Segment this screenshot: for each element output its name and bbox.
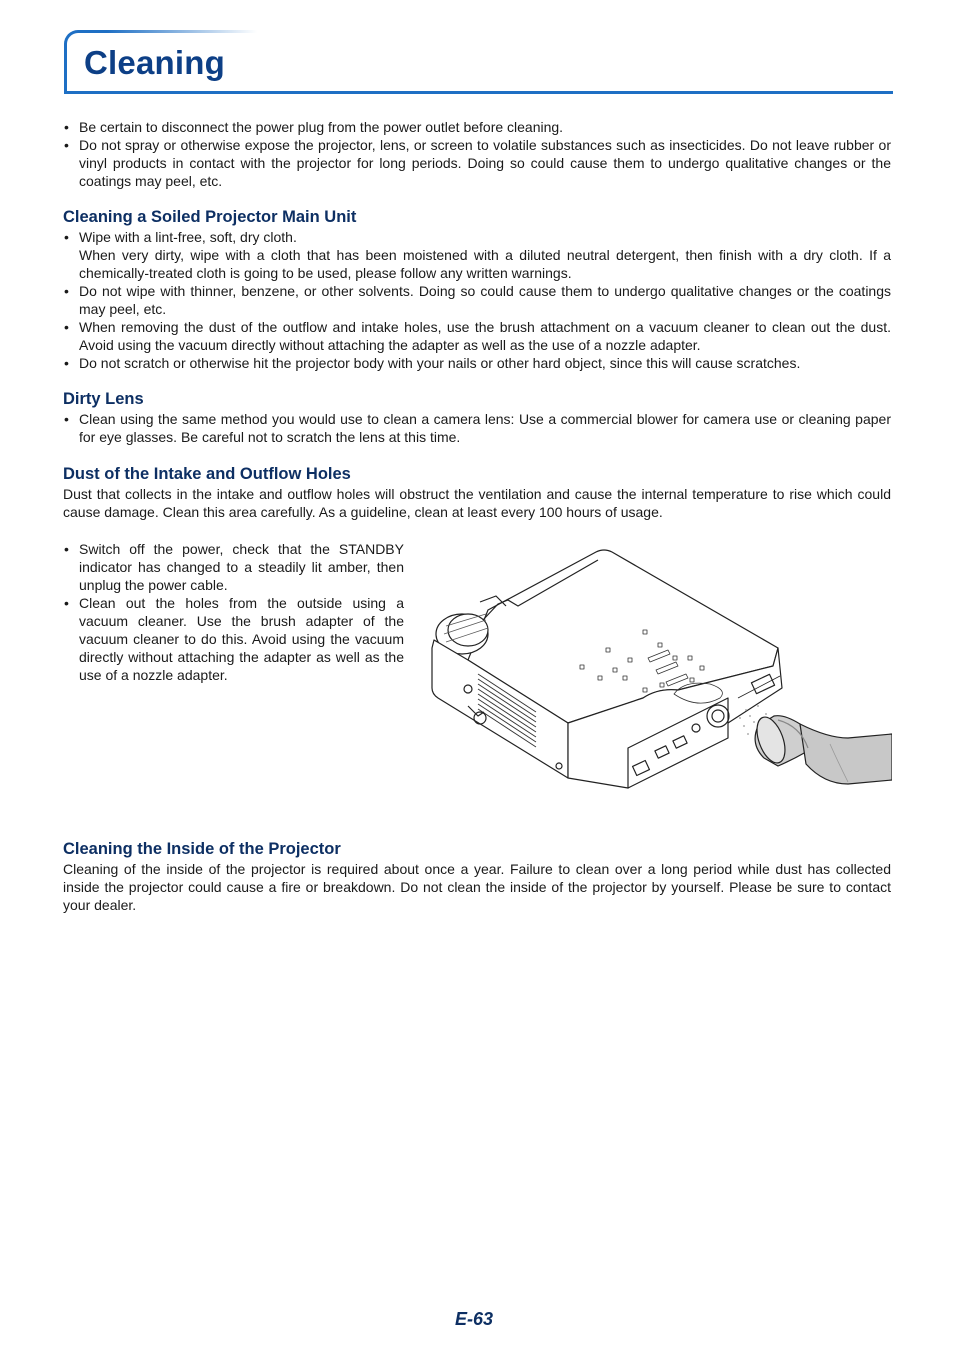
inside-section <box>63 839 891 914</box>
holes-steps <box>63 540 404 684</box>
projector-vacuum-illustration <box>428 548 892 800</box>
inside-heading: Cleaning the Inside of the Projector <box>63 840 341 858</box>
intro-section <box>63 118 891 190</box>
projector-drawing <box>428 548 892 800</box>
title-frame-mask <box>257 27 893 35</box>
holes-bullet-2: • Clean out the holes from the outside using a vacuum cleaner. Use the brush adapter of the vacuum cleaner to do this. Avoid using the vacuum directly without attaching the adapter as well as the use of a nozzle adapter. <box>63 594 404 684</box>
holes-body: Dust that collects in the intake and outflow holes will obstruct the ventilation and cause the internal temperature to rise which could cause damage. Clean this area carefully. As a guideline, clean at least every 100 hours of usage. <box>63 486 891 520</box>
lens-heading: Dirty Lens <box>63 390 144 408</box>
lens-section <box>63 389 891 446</box>
title-frame-fade <box>107 30 257 33</box>
main-unit-bullet-1-line-2: When very dirty, wipe with a cloth that has been moistened with a diluted neutral detergent, then finish with a dry cloth. If a chemically-treated cloth is going to be used, please follow any written warnings. <box>79 247 891 281</box>
main-unit-bullet-4: • Do not scratch or otherwise hit the projector body with your nails or other hard object, since this will cause scratches. <box>63 354 891 372</box>
holes-section <box>63 464 891 521</box>
main-unit-heading: Cleaning a Soiled Projector Main Unit <box>63 208 357 226</box>
page-title: Cleaning <box>84 44 225 81</box>
intro-bullet-2: • Do not spray or otherwise expose the projector, lens, or screen to volatile substances such as insecticides. Do not leave rubber or vinyl products in contact with the projector for long periods. Doing so could cause them to undergo qualitative changes or the coatings may peel, etc. <box>63 136 891 190</box>
main-unit-bullet-3: • When removing the dust of the outflow and intake holes, use the brush attachment on a vacuum cleaner to clean out the dust. Avoid using the vacuum directly without attaching the adapter as well as the use of a nozzle adapter. <box>63 318 891 354</box>
intro-bullet-1: • Be certain to disconnect the power plug from the power outlet before cleaning. <box>63 118 891 136</box>
main-unit-bullet-1-line-1: • Wipe with a lint-free, soft, dry cloth. <box>79 229 297 245</box>
page-number: E-63 <box>455 1309 494 1329</box>
main-unit-bullet-1 <box>63 228 891 282</box>
lens-bullet-1: • Clean using the same method you would use to clean a camera lens: Use a commercial blower for camera use or cleaning paper for eye glasses. Be careful not to scratch the lens at this time. <box>63 410 891 446</box>
holes-heading: Dust of the Intake and Outflow Holes <box>63 465 351 483</box>
holes-bullet-1: • Switch off the power, check that the STANDBY indicator has changed to a steadily lit amber, then unplug the power cable. <box>63 540 404 594</box>
main-unit-section <box>63 207 891 372</box>
main-unit-bullet-2: • Do not wipe with thinner, benzene, or other solvents. Doing so could cause them to undergo qualitative changes or the coatings may peel, etc. <box>63 282 891 318</box>
inside-body: Cleaning of the inside of the projector is required about once a year. Failure to clean over a long period while dust has collected inside the projector could cause a fire or breakdown. Do not clean the inside of the projector by yourself. Please be sure to contact your dealer. <box>63 861 891 913</box>
